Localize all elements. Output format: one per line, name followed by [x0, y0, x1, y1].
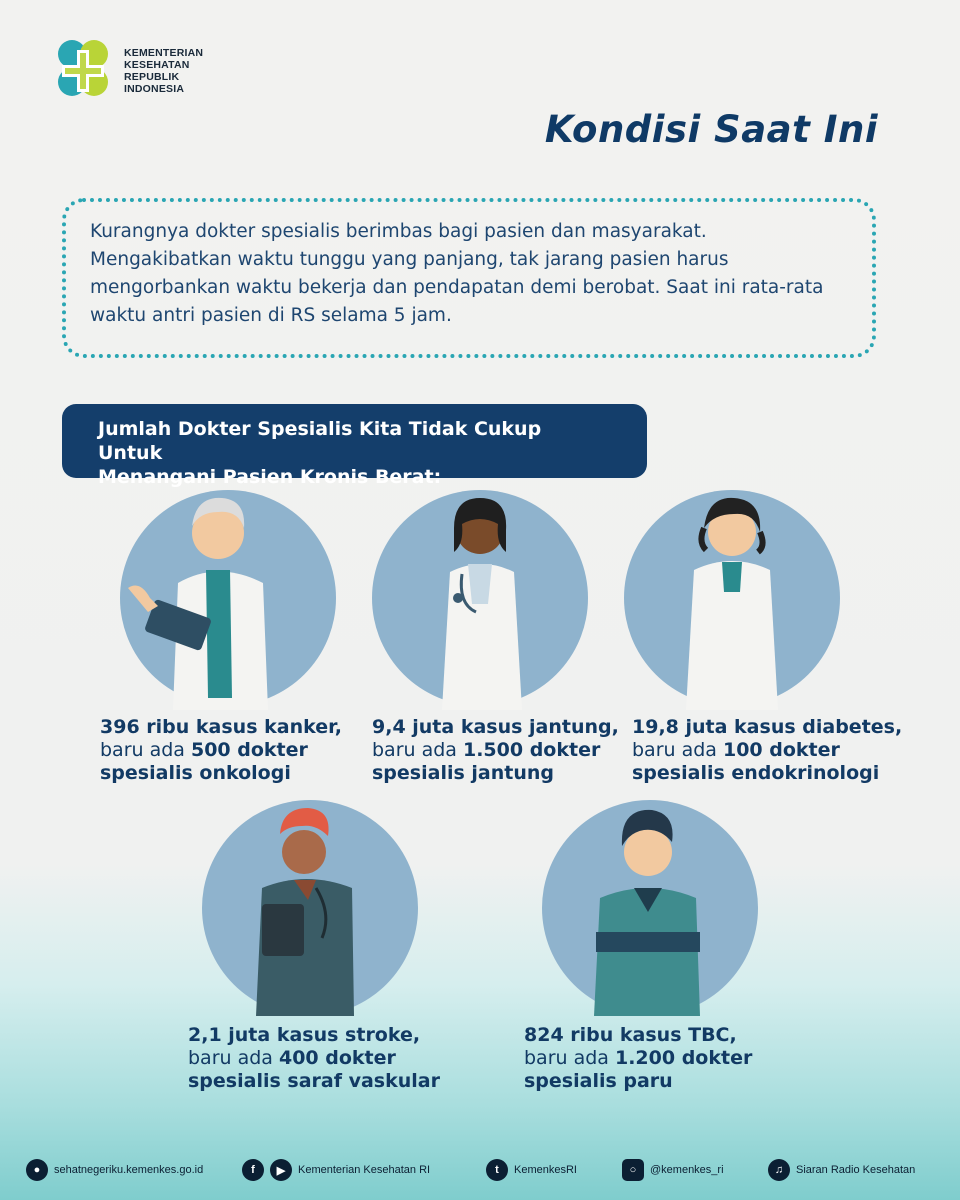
ministry-logo	[48, 36, 203, 106]
stat-specialty: spesialis onkologi	[100, 762, 291, 784]
logo-line: KESEHATAN	[124, 59, 190, 71]
instagram-icon: ○	[622, 1159, 644, 1181]
stat-count: 1.200 dokter	[614, 1047, 753, 1069]
stat-prefix: baru ada	[632, 739, 723, 761]
logo-line: INDONESIA	[124, 83, 185, 95]
stat-cardiology	[372, 716, 619, 785]
youtube-icon: ▶	[270, 1159, 292, 1181]
footer-twitter-text: KemenkesRI	[514, 1164, 577, 1176]
footer-radio-text: Siaran Radio Kesehatan	[796, 1164, 916, 1176]
stat-oncology	[100, 716, 342, 785]
stat-count: 1.500 dokter	[462, 739, 601, 761]
stat-specialty: spesialis saraf vaskular	[188, 1070, 440, 1092]
stat-specialty: spesialis paru	[524, 1070, 673, 1092]
stat-cases: 824 ribu kasus TBC,	[524, 1024, 737, 1046]
stat-cases: 9,4 juta kasus jantung,	[372, 716, 619, 738]
cardiologist-illustration-icon	[372, 494, 588, 710]
stat-pulmonology	[524, 1024, 752, 1093]
stat-prefix: baru ada	[524, 1047, 615, 1069]
neurologist-illustration-icon	[204, 804, 416, 1016]
stat-prefix: baru ada	[100, 739, 191, 761]
pulmonologist-illustration-icon	[540, 802, 756, 1016]
stat-specialty: spesialis jantung	[372, 762, 554, 784]
kemenkes-logo-icon	[48, 36, 118, 106]
headline-banner	[62, 404, 647, 488]
footer-twitter[interactable]	[486, 1159, 577, 1181]
stat-count: 500 dokter	[190, 739, 308, 761]
logo-text	[124, 47, 203, 95]
headline-line: Jumlah Dokter Spesialis Kita Tidak Cukup Untuk	[98, 418, 542, 464]
stat-count: 100 dokter	[722, 739, 840, 761]
footer-website-text: sehatnegeriku.kemenkes.go.id	[54, 1164, 204, 1176]
globe-icon: ●	[26, 1159, 48, 1181]
logo-line: REPUBLIK	[124, 71, 180, 83]
footer-facebook-youtube[interactable]	[242, 1159, 430, 1181]
stat-prefix: baru ada	[188, 1047, 279, 1069]
stat-count: 400 dokter	[278, 1047, 396, 1069]
stat-specialty: spesialis endokrinologi	[632, 762, 880, 784]
page-title: Kondisi Saat Ini	[544, 108, 878, 151]
intro-text-box	[62, 198, 876, 358]
intro-text: Kurangnya dokter spesialis berimbas bagi pasien dan masyarakat. Mengakibatkan waktu tunggu yang panjang, tak jarang pasien harus mengorbankan waktu bekerja dan pendapatan demi berobat. Saat ini rata-rata waktu antri pasien di RS selama 5 jam.	[90, 221, 824, 326]
footer-instagram[interactable]	[622, 1159, 724, 1181]
stat-cases: 2,1 juta kasus stroke,	[188, 1024, 421, 1046]
stat-prefix: baru ada	[372, 739, 463, 761]
stat-endocrinology	[632, 716, 902, 785]
endocrinologist-illustration-icon	[624, 492, 840, 710]
stat-cases: 396 ribu kasus kanker,	[100, 716, 342, 738]
facebook-icon: f	[242, 1159, 264, 1181]
footer-website[interactable]	[26, 1159, 203, 1181]
footer-radio[interactable]	[768, 1159, 915, 1181]
footer-facebook-youtube-text: Kementerian Kesehatan RI	[298, 1164, 431, 1176]
radio-icon: ♫	[768, 1159, 790, 1181]
twitter-icon: t	[486, 1159, 508, 1181]
footer	[0, 1150, 960, 1190]
logo-line: KEMENTERIAN	[124, 47, 204, 59]
stat-neurology	[188, 1024, 440, 1093]
headline-line: Menangani Pasien Kronis Berat:	[98, 466, 442, 488]
oncologist-illustration-icon	[118, 488, 338, 710]
footer-instagram-text: @kemenkes_ri	[650, 1164, 724, 1176]
stat-cases: 19,8 juta kasus diabetes,	[632, 716, 903, 738]
